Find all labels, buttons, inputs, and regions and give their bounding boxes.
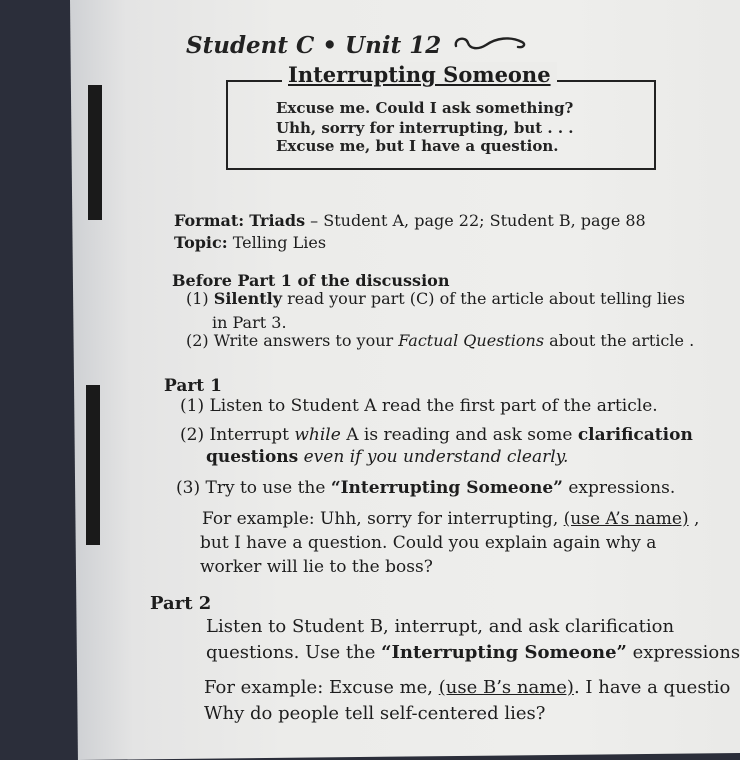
topic-value: Telling Lies [232,233,327,252]
item-number: (2) [186,331,209,350]
part2-example-line2: Why do people tell self-centered lies? [204,703,546,724]
part1-title: Part 1 [164,376,222,396]
item-text: A is reading and ask some [346,425,573,445]
swirl-ornament-icon [452,34,528,52]
format-label: Format: [174,211,245,230]
part1-example-line3: worker will lie to the boss? [200,557,433,577]
topic-line [174,233,326,252]
bold-text: questions [206,447,299,467]
before-item-2 [186,331,694,350]
item-text: (3) Try to use the [176,478,326,498]
part1-example-line2: but I have a question. Could you explain again why a [200,533,657,553]
before-item-1 [186,289,685,308]
item-text: expressions. [568,478,676,498]
bold-text: clarification [577,425,693,445]
item-text: read your part (C) of the article about telling lies [287,289,685,308]
item-text: (2) Interrupt [180,425,289,445]
part1-item-1: (1) Listen to Student A read the first part of the article. [180,396,658,416]
topic-label: Topic: [174,233,228,252]
item-text: about the article . [549,331,695,350]
format-bold-value: Triads [249,211,306,230]
part2-title: Part 2 [150,593,212,614]
italic-text: Factual Questions [398,331,545,350]
part1-item-2 [180,425,693,445]
italic-text: even if you understand clearly. [303,447,569,467]
part2-example [204,677,730,698]
part1-example [202,509,699,529]
name-blank: (use B’s name) [438,677,574,698]
unit-heading: Student C • Unit 12 [186,32,442,59]
before-item-1-cont: in Part 3. [212,313,287,332]
box-title: Interrupting Someone [282,62,557,87]
bold-text: Silently [213,289,283,308]
example-text: , [694,509,700,529]
item-text: expressions [632,642,740,663]
item-text: Write answers to your [213,331,394,350]
format-value: – Student A, page 22; Student B, page 88 [305,211,646,230]
bold-text: “Interrupting Someone” [330,478,563,498]
part2-line-1: Listen to Student B, interrupt, and ask clarification [206,616,675,637]
example-text: . I have a questio [573,677,731,698]
part1-item-2-cont [206,447,568,467]
format-line [174,211,646,230]
expression-line: Excuse me. Could I ask something? [276,99,574,117]
example-text: For example: Excuse me, [204,677,434,698]
italic-text: while [294,425,341,445]
bold-text: “Interrupting Someone” [381,642,627,663]
part1-item-3 [176,478,675,498]
expression-line: Excuse me, but I have a question. [276,137,559,155]
example-text: For example: Uhh, sorry for interrupting, [202,509,559,529]
item-text: questions. Use the [206,642,376,663]
name-blank: (use A’s name) [563,509,689,529]
before-title: Before Part 1 of the discussion [172,271,450,290]
part2-line-2 [206,642,740,663]
expression-line: Uhh, sorry for interrupting, but . . . [276,119,574,137]
item-number: (1) [186,289,209,308]
